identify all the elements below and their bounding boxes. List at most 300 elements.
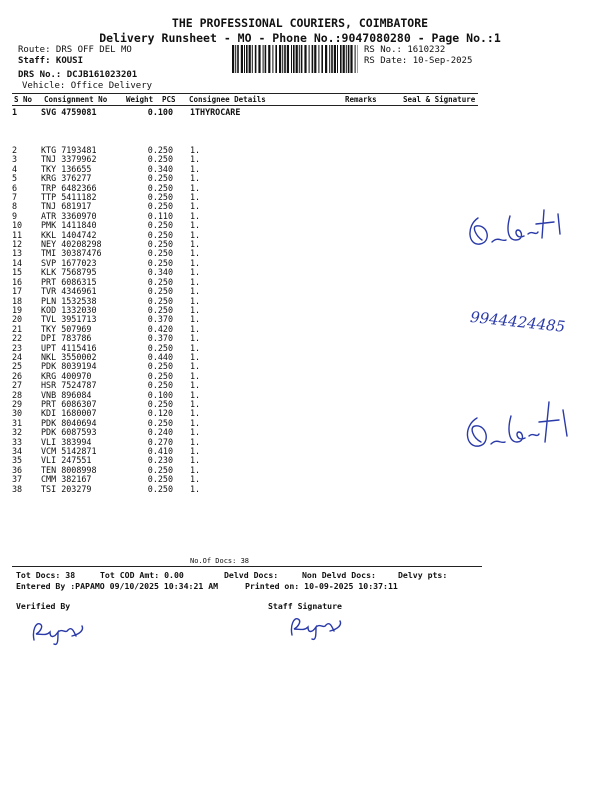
barcode-bar <box>312 45 314 73</box>
barcode-bar <box>263 45 264 73</box>
row-consignment-code: KTG <box>41 145 57 155</box>
row-weight: 0.250 <box>147 380 173 391</box>
row-weight: 0.110 <box>147 210 173 221</box>
row-consignee-details: . <box>195 192 201 203</box>
table-row <box>12 108 335 146</box>
barcode-bar <box>232 45 234 73</box>
row-consignment-code: SVP <box>41 257 57 268</box>
row-consignment-code: PDK <box>41 417 57 428</box>
row-consignee-details: . <box>195 163 201 174</box>
row-consignee-details: . <box>195 220 201 231</box>
row-consignment-code: TTP <box>41 192 57 203</box>
row-consignee-details: . <box>195 408 201 419</box>
barcode-bar <box>340 45 342 73</box>
row-pcs: 1 <box>189 295 195 306</box>
row-consignee-details: . <box>195 182 201 193</box>
row-consignment-number: 8039194 <box>61 361 97 372</box>
barcode-bar <box>235 45 236 73</box>
row-consignee-details: . <box>195 483 201 494</box>
barcode-bar <box>296 45 298 73</box>
barcode-bar <box>241 45 243 73</box>
staff-signature <box>286 611 346 645</box>
row-consignment-number: 30387476 <box>61 248 102 259</box>
barcode-bar <box>350 45 352 73</box>
row-consignment-number: 7568795 <box>61 267 97 278</box>
row-consignment-code: UPT <box>41 342 57 353</box>
delvy-pts: Delvy pts: <box>398 570 448 580</box>
col-weight: Weight <box>126 95 154 104</box>
row-consignment-number: 4346961 <box>61 286 97 297</box>
barcode-bar <box>291 45 292 73</box>
row-weight: 0.250 <box>147 192 173 203</box>
row-pcs: 1 <box>189 483 195 494</box>
row-pcs: 1 <box>189 389 195 400</box>
row-weight: 0.370 <box>147 333 173 344</box>
row-consignment-code: TKY <box>41 323 57 334</box>
row-consignment-number: 1680007 <box>61 408 97 419</box>
row-weight: 0.250 <box>147 276 173 287</box>
barcode-bar <box>355 45 356 73</box>
barcode-bar <box>304 45 306 73</box>
row-consignment-number: 400970 <box>61 370 92 381</box>
row-weight: 0.250 <box>147 286 173 297</box>
row-weight: 0.250 <box>147 257 173 268</box>
barcode-bar <box>329 45 330 73</box>
row-consignment-number: 6086315 <box>61 276 97 287</box>
row-weight: 0.340 <box>147 267 173 278</box>
row-consignment-number: 203279 <box>61 483 92 494</box>
row-pcs: 1 <box>189 286 195 297</box>
row-weight: 0.420 <box>147 323 173 334</box>
row-consignee-details: . <box>195 304 201 315</box>
tot-docs: Tot Docs: 38 <box>16 570 76 580</box>
row-sno: 22 <box>12 333 23 344</box>
row-consignment-code: TKY <box>41 163 57 174</box>
row-sno: 38 <box>12 483 23 494</box>
row-pcs: 1 <box>189 342 195 353</box>
barcode-bar <box>348 45 350 73</box>
signature-2 <box>455 392 580 458</box>
row-consignment-number: 7193481 <box>61 145 97 155</box>
row-consignment-code: TVL <box>41 314 57 325</box>
barcode-bar <box>244 45 245 73</box>
row-consignee-details: . <box>195 333 201 344</box>
row-sno: 15 <box>12 267 23 278</box>
row-pcs: 1 <box>189 304 195 315</box>
rs-number: RS No.: 1610232 <box>364 45 446 55</box>
col-seal-signature: Seal & Signature <box>403 95 476 104</box>
row-pcs: 1 <box>189 229 195 240</box>
consignment-table <box>12 108 335 494</box>
barcode-bar <box>258 45 260 73</box>
row-pcs: 1 <box>189 210 195 221</box>
barcode-bar <box>314 45 316 73</box>
row-consignment-code: HSR <box>41 380 57 391</box>
row-consignee-details: . <box>195 210 201 221</box>
row-pcs: 1 <box>189 182 195 193</box>
row-consignee-details: . <box>195 361 201 372</box>
verified-by-signature <box>28 614 88 648</box>
row-sno: 1 <box>12 107 18 117</box>
row-consignee-details: . <box>195 314 201 325</box>
row-consignment-code: TRP <box>41 182 57 193</box>
row-consignment-code: TVR <box>41 286 57 297</box>
row-consignee-details: . <box>195 248 201 259</box>
row-consignment-number: 783786 <box>61 333 92 344</box>
row-consignment-code: VCM <box>41 446 57 456</box>
col-sno: S No <box>14 95 33 104</box>
company-title: THE PROFESSIONAL COURIERS, COIMBATORE <box>171 16 429 30</box>
row-consignment-number: 40208298 <box>61 239 102 250</box>
row-sno: 16 <box>12 276 23 287</box>
row-consignment-code: TNJ <box>41 154 57 165</box>
row-sno: 13 <box>12 248 23 259</box>
row-consignment-number: 1332030 <box>61 304 97 315</box>
row-consignee-details: . <box>195 446 201 456</box>
row-consignee-details: . <box>195 229 201 240</box>
verified-by-label: Verified By <box>16 601 71 611</box>
row-consignment-no <box>41 108 129 146</box>
row-pcs: 1 <box>189 398 195 409</box>
row-consignment-number: 5411182 <box>61 192 97 203</box>
barcode-bar <box>252 45 253 73</box>
row-weight: 0.250 <box>147 370 173 381</box>
row-weight: 0.250 <box>147 239 173 250</box>
row-sno: 5 <box>12 173 18 184</box>
row-pcs: 1 <box>189 248 195 259</box>
row-consignment-code: PLN <box>41 295 57 306</box>
row-pcs: 1 <box>189 154 195 165</box>
barcode-bar <box>287 45 289 73</box>
barcode-bar <box>265 45 267 73</box>
row-consignment-code: TNJ <box>41 201 57 212</box>
row-consignment-code: PMK <box>41 220 57 231</box>
row-sno: 4 <box>12 163 18 174</box>
row-weight: 0.100 <box>147 389 173 400</box>
row-pcs: 1 <box>189 276 195 287</box>
row-sno: 8 <box>12 201 18 212</box>
barcode-bar <box>337 45 338 73</box>
row-consignee-details: . <box>195 239 201 250</box>
row-pcs: 1 <box>189 220 195 231</box>
drs-number: DRS No.: DCJB161023201 <box>18 70 138 80</box>
row-consignee-details: . <box>195 267 201 278</box>
row-weight: 0.250 <box>147 220 173 231</box>
barcode-bar <box>301 45 303 73</box>
row-weight: 0.250 <box>147 182 173 193</box>
row-weight: 0.250 <box>147 398 173 409</box>
row-consignment-code: PDK <box>41 361 57 372</box>
row-weight: 0.250 <box>147 248 173 259</box>
row-pcs: 1 <box>189 239 195 250</box>
barcode-bar <box>334 45 336 73</box>
barcode-bar <box>249 45 251 73</box>
row-weight: 0.370 <box>147 314 173 325</box>
row-consignment-code: PDK <box>41 427 57 438</box>
row-sno: 37 <box>12 474 23 485</box>
row-consignment-no <box>41 485 129 494</box>
row-sno: 29 <box>12 398 23 409</box>
row-consignment-code: KLK <box>41 267 57 278</box>
barcode-bar <box>321 45 323 73</box>
col-consignment: Consignment No <box>44 95 108 104</box>
row-sno: 20 <box>12 314 23 325</box>
row-weight: 0.250 <box>147 342 173 353</box>
row-pcs: 1 <box>189 417 195 428</box>
row-consignment-code: KOD <box>41 304 57 315</box>
row-pcs: 1 <box>189 201 195 212</box>
row-sno: 18 <box>12 295 23 306</box>
row-sno: 34 <box>12 446 23 456</box>
entered-by: Entered By :PAPAMO 09/10/2025 10:34:21 AM <box>16 581 219 591</box>
row-sno: 31 <box>12 417 23 428</box>
row-weight: 0.270 <box>147 436 173 447</box>
row-sno: 35 <box>12 455 23 466</box>
row-pcs: 1 <box>189 163 195 174</box>
row-consignee-details: . <box>195 455 201 466</box>
row-weight: 0.250 <box>147 361 173 372</box>
row-sno: 28 <box>12 389 23 400</box>
col-pcs: PCS <box>162 95 176 104</box>
rs-date: RS Date: 10-Sep-2025 <box>364 56 473 66</box>
staff: Staff: KOUSI <box>18 56 84 66</box>
route: Route: DRS OFF DEL MO <box>18 45 132 55</box>
row-consignment-code: ATR <box>41 210 57 221</box>
row-sno: 17 <box>12 286 23 297</box>
barcode-bar <box>346 45 347 73</box>
row-pcs: 1 <box>189 323 195 334</box>
row-consignment-code: TSI <box>41 483 57 494</box>
row-consignee-details: . <box>195 380 201 391</box>
row-pcs: 1 <box>189 173 195 184</box>
runsheet-subtitle: Delivery Runsheet - MO - Phone No.:9047080280 - Page No.:1 <box>99 31 501 45</box>
row-pcs: 1 <box>189 380 195 391</box>
row-pcs: 1 <box>189 464 195 475</box>
row-sno: 2 <box>12 145 18 155</box>
row-consignment-number: 6087593 <box>61 427 97 438</box>
row-pcs: 1 <box>189 408 195 419</box>
row-consignment-code: KKL <box>41 229 57 240</box>
row-consignment-number: 136655 <box>61 163 92 174</box>
row-weight: 0.240 <box>147 427 173 438</box>
row-consignee-details: . <box>195 173 201 184</box>
barcode-bar <box>255 45 257 73</box>
row-weight: 0.250 <box>147 173 173 184</box>
svg-text:9944424485: 9944424485 <box>469 307 567 336</box>
barcode-bar <box>331 45 333 73</box>
row-consignment-code: NEY <box>41 239 57 250</box>
row-consignment-code: KRG <box>41 173 57 184</box>
row-pcs: 1 <box>189 361 195 372</box>
row-weight: 0.250 <box>147 417 173 428</box>
col-consignee: Consignee Details <box>189 95 266 104</box>
row-pcs: 1 <box>189 446 195 456</box>
barcode-bar <box>284 45 286 73</box>
row-sno: 7 <box>12 192 18 203</box>
row-pcs: 1 <box>189 333 195 344</box>
row-weight: 0.250 <box>147 154 173 165</box>
row-consignment-number: 7524787 <box>61 380 97 391</box>
header-rule-top <box>12 93 478 94</box>
staff-signature-label: Staff Signature <box>268 601 342 611</box>
barcode-bar <box>293 45 295 73</box>
barcode-bar <box>325 45 327 73</box>
row-consignment-number: 247551 <box>61 455 92 466</box>
row-consignment-number: 4759081 <box>61 107 97 117</box>
row-sno: 23 <box>12 342 23 353</box>
row-sno: 19 <box>12 304 23 315</box>
signature-1 <box>458 196 578 256</box>
row-consignment-code: VNB <box>41 389 57 400</box>
row-pcs: 1 <box>189 314 195 325</box>
row-weight: 0.250 <box>147 474 173 485</box>
non-delvd-docs: Non Delvd Docs: <box>302 570 376 580</box>
row-pcs: 1 <box>189 370 195 381</box>
row-consignment-number: 8008998 <box>61 464 97 475</box>
row-weight: 0.120 <box>147 408 173 419</box>
row-consignment-number: 376277 <box>61 173 92 184</box>
row-sno: 30 <box>12 408 23 419</box>
barcode-bar <box>272 45 273 73</box>
barcode-bar <box>343 45 345 73</box>
row-pcs: 1 <box>189 257 195 268</box>
row-weight: 0.410 <box>147 446 173 456</box>
barcode-bar <box>268 45 270 73</box>
row-consignment-code: PRT <box>41 276 57 287</box>
row-consignment-number: 4115416 <box>61 342 97 353</box>
row-pcs: 1 <box>189 192 195 203</box>
barcode-bar <box>279 45 281 73</box>
row-pcs: 1 <box>189 427 195 438</box>
row-sno: 21 <box>12 323 23 334</box>
row-sno: 27 <box>12 380 23 391</box>
barcode-bar <box>237 45 239 73</box>
row-weight: 0.250 <box>147 201 173 212</box>
row-consignee-details: . <box>195 257 201 268</box>
row-consignment-code: VLI <box>41 436 57 447</box>
barcode-bar <box>275 45 277 73</box>
row-consignment-number: 1532538 <box>61 295 97 306</box>
row-consignment-number: 8040694 <box>61 417 97 428</box>
printed-on: Printed on: 10-09-2025 10:37:11 <box>245 581 398 591</box>
row-weight: 0.250 <box>147 304 173 315</box>
handwritten-phone <box>468 304 593 340</box>
row-consignment-number: 6086307 <box>61 398 97 409</box>
row-sno: 33 <box>12 436 23 447</box>
row-consignee-details: . <box>195 427 201 438</box>
barcode-bar <box>246 45 248 73</box>
row-consignment-code: KRG <box>41 370 57 381</box>
row-sno: 24 <box>12 351 23 362</box>
row-consignment-number: 681917 <box>61 201 92 212</box>
row-sno: 12 <box>12 239 23 250</box>
row-weight: 0.250 <box>147 229 173 240</box>
footer-rule <box>12 566 482 567</box>
row-consignment-number: 6482366 <box>61 182 97 193</box>
row-consignment-code: TEN <box>41 464 57 475</box>
row-consignment-number: 3360970 <box>61 210 97 221</box>
row-consignee-details: . <box>195 417 201 428</box>
row-weight: 0.250 <box>147 464 173 475</box>
barcode-bar <box>299 45 300 73</box>
row-sno: 36 <box>12 464 23 475</box>
row-weight: 0.100 <box>147 107 173 117</box>
row-consignment-number: 1404742 <box>61 229 97 240</box>
row-consignment-number: 3379962 <box>61 154 97 165</box>
row-consignee-details: . <box>195 323 201 334</box>
row-pcs: 1 <box>189 145 195 155</box>
row-sno: 32 <box>12 427 23 438</box>
row-consignment-code: PRT <box>41 398 57 409</box>
row-consignment-code: VLI <box>41 455 57 466</box>
row-sno: 3 <box>12 154 18 165</box>
delvd-docs: Delvd Docs: <box>224 570 279 580</box>
row-consignment-number: 3951713 <box>61 314 97 325</box>
row-consignment-number: 507969 <box>61 323 92 334</box>
row-consignment-code: NKL <box>41 351 57 362</box>
row-consignee-details: . <box>195 464 201 475</box>
row-consignment-code: DPI <box>41 333 57 344</box>
row-sno: 26 <box>12 370 23 381</box>
table-row <box>12 485 335 494</box>
row-consignee-details: . <box>195 398 201 409</box>
row-consignee-details: . <box>195 154 201 165</box>
row-sno: 11 <box>12 229 23 240</box>
no-of-docs: No.Of Docs: 38 <box>190 557 250 565</box>
row-pcs: 1 <box>189 107 195 117</box>
row-consignment-number: 5142871 <box>61 446 97 456</box>
row-sno: 6 <box>12 182 18 193</box>
row-consignment-number: 383994 <box>61 436 92 447</box>
row-consignee-details: . <box>195 389 201 400</box>
barcode-bar <box>309 45 310 73</box>
row-consignee-details: . <box>195 201 201 212</box>
row-consignment-code: KDI <box>41 408 57 419</box>
row-consignee-details: . <box>195 295 201 306</box>
row-pcs: 1 <box>189 351 195 362</box>
row-pcs: 1 <box>189 267 195 278</box>
row-pcs: 1 <box>189 436 195 447</box>
row-weight: 0.440 <box>147 351 173 362</box>
row-consignment-number: 382167 <box>61 474 92 485</box>
row-consignment-code: TMI <box>41 248 57 259</box>
row-consignee-details: . <box>195 370 201 381</box>
row-pcs: 1 <box>189 474 195 485</box>
col-remarks: Remarks <box>345 95 377 104</box>
row-consignment-code: CMM <box>41 474 57 485</box>
row-consignment-number: 1411840 <box>61 220 97 231</box>
row-sno: 25 <box>12 361 23 372</box>
row-consignee-details: . <box>195 342 201 353</box>
row-consignment-number: 3550002 <box>61 351 97 362</box>
vehicle: Vehicle: Office Delivery <box>22 81 153 91</box>
row-sno: 9 <box>12 210 18 221</box>
tot-cod-amt: Tot COD Amt: 0.00 <box>100 570 184 580</box>
barcode-bar <box>282 45 283 73</box>
row-consignment-number: 1677023 <box>61 257 97 268</box>
row-consignee-details: . <box>195 286 201 297</box>
row-consignment-code: SVG <box>41 107 57 117</box>
row-consignee-details: . <box>195 351 201 362</box>
row-weight: 0.250 <box>147 483 173 494</box>
row-consignee-details: . <box>195 436 201 447</box>
barcode <box>232 45 358 73</box>
row-consignee-details: . <box>195 474 201 485</box>
row-weight: 0.230 <box>147 455 173 466</box>
row-sno: 10 <box>12 220 23 231</box>
row-weight: 0.340 <box>147 163 173 174</box>
row-consignee-details: . <box>195 276 201 287</box>
